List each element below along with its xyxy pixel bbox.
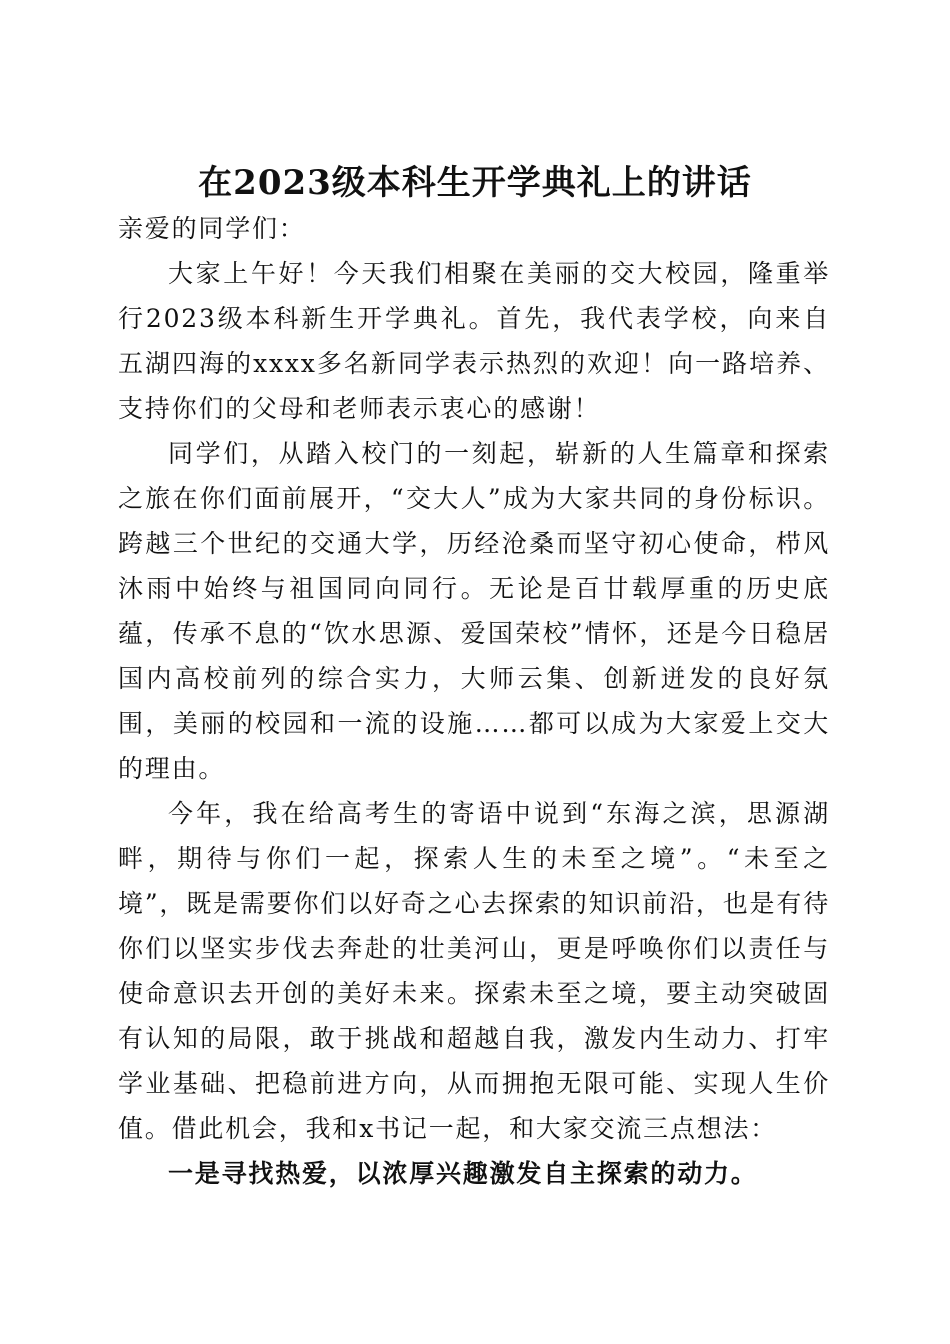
document-title: 在2023级本科生开学典礼上的讲话 — [198, 162, 752, 203]
paragraph-welcome: 大家上午好！今天我们相聚在美丽的交大校园，隆重举行2023级本科新生开学典礼。首先，我代表学校，向来自五湖四海的xxxx多名新同学表示热烈的欢迎！向一路培养、支持你们的父母和老师表示衷心的感谢！ — [118, 259, 830, 423]
document-body — [118, 206, 830, 1196]
paragraph-history: 同学们，从踏入校门的一刻起，崭新的人生篇章和探索之旅在你们面前展开，“交大人”成为大家共同的身份标识。跨越三个世纪的交通大学，历经沧桑而坚守初心使命，栉风沐雨中始终与祖国同向同行。无论是百廿载厚重的历史底蕴，传承不息的“饮水思源、爱国荣校”情怀，还是今日稳居国内高校前列的综合实力，大师云集、创新迸发的良好氛围，美丽的校园和一流的设施……都可以成为大家爱上交大的理由。 — [118, 439, 830, 783]
salutation: 亲爱的同学们： — [118, 214, 306, 243]
point-one-heading: 一是寻找热爱，以浓厚兴趣激发自主探索的动力。 — [168, 1159, 758, 1188]
paragraph-exploration: 今年，我在给高考生的寄语中说到“东海之滨，思源湖畔，期待与你们一起，探索人生的未至之境”。“未至之境”，既是需要你们以好奇之心去探索的知识前沿，也是有待你们以坚实步伐去奔赴的壮美河山，更是呼唤你们以责任与使命意识去开创的美好未来。探索未至之境，要主动突破固有认知的局限，敢于挑战和超越自我，激发内生动力、打牢学业基础、把稳前进方向，从而拥抱无限可能、实现人生价值。借此机会，我和x书记一起，和大家交流三点想法： — [118, 799, 830, 1143]
